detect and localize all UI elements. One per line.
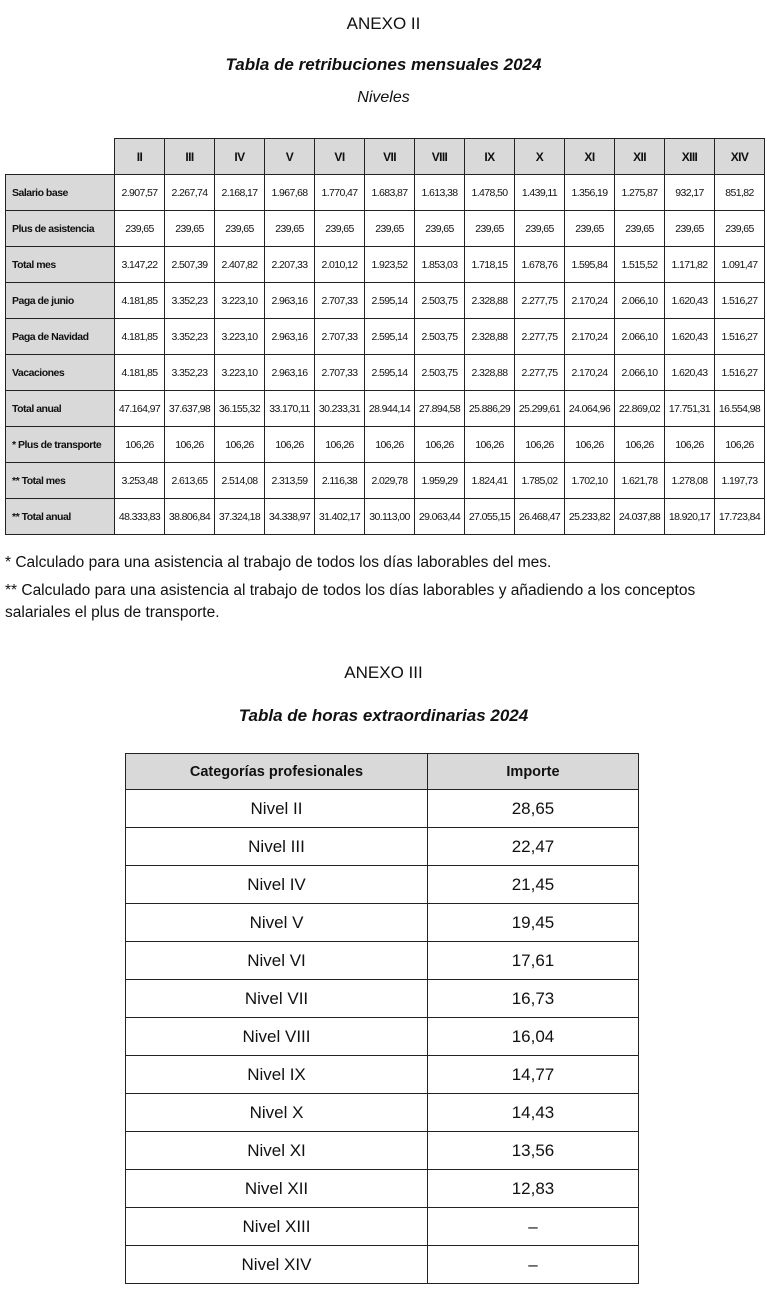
value-cell: 2.170,24 — [565, 319, 615, 355]
table-row — [126, 1056, 639, 1094]
level-header: IV — [215, 139, 265, 175]
value-cell: 1.439,11 — [515, 175, 565, 211]
value-cell: 2.277,75 — [515, 319, 565, 355]
amount-cell: 12,83 — [428, 1170, 639, 1208]
category-cell: Nivel VI — [126, 942, 428, 980]
category-cell: Nivel VII — [126, 980, 428, 1018]
value-cell: 2.277,75 — [515, 355, 565, 391]
category-cell: Nivel XIII — [126, 1208, 428, 1246]
annex2-heading: ANEXO II — [346, 14, 421, 33]
value-cell: 2.503,75 — [415, 283, 465, 319]
category-cell: Nivel XI — [126, 1132, 428, 1170]
value-cell: 27.894,58 — [415, 391, 465, 427]
value-cell: 2.963,16 — [265, 355, 315, 391]
value-cell: 18.920,17 — [665, 499, 715, 535]
value-cell: 3.223,10 — [215, 319, 265, 355]
value-cell: 2.066,10 — [615, 355, 665, 391]
value-cell: 25.233,82 — [565, 499, 615, 535]
table-row — [126, 828, 639, 866]
value-cell: 239,65 — [715, 211, 765, 247]
value-cell: 2.328,88 — [465, 355, 515, 391]
value-cell: 239,65 — [365, 211, 415, 247]
value-cell: 1.853,03 — [415, 247, 465, 283]
value-cell: 25.886,29 — [465, 391, 515, 427]
value-cell: 2.066,10 — [615, 283, 665, 319]
value-cell: 3.352,23 — [165, 355, 215, 391]
value-cell: 106,26 — [665, 427, 715, 463]
value-cell: 1.478,50 — [465, 175, 515, 211]
amount-cell: 17,61 — [428, 942, 639, 980]
category-cell: Nivel II — [126, 790, 428, 828]
value-cell: 1.516,27 — [715, 355, 765, 391]
value-cell: 239,65 — [265, 211, 315, 247]
value-cell: 38.806,84 — [165, 499, 215, 535]
amount-cell: 13,56 — [428, 1132, 639, 1170]
value-cell: 1.770,47 — [315, 175, 365, 211]
amount-cell: 16,04 — [428, 1018, 639, 1056]
value-cell: 4.181,85 — [115, 319, 165, 355]
value-cell: 1.356,19 — [565, 175, 615, 211]
value-cell: 27.055,15 — [465, 499, 515, 535]
value-cell: 2.514,08 — [215, 463, 265, 499]
amount-cell: 21,45 — [428, 866, 639, 904]
value-cell: 1.785,02 — [515, 463, 565, 499]
value-cell: 24.064,96 — [565, 391, 615, 427]
value-cell: 2.267,74 — [165, 175, 215, 211]
level-header: VIII — [415, 139, 465, 175]
value-cell: 37.324,18 — [215, 499, 265, 535]
value-cell: 2.207,33 — [265, 247, 315, 283]
value-cell: 28.944,14 — [365, 391, 415, 427]
value-cell: 2.707,33 — [315, 283, 365, 319]
table-row — [126, 1018, 639, 1056]
value-cell: 1.595,84 — [565, 247, 615, 283]
value-cell: 1.718,15 — [465, 247, 515, 283]
table-row — [6, 283, 765, 319]
value-cell: 17.751,31 — [665, 391, 715, 427]
column-header: Importe — [428, 754, 639, 790]
category-cell: Nivel III — [126, 828, 428, 866]
value-cell: 3.147,22 — [115, 247, 165, 283]
amount-cell: 28,65 — [428, 790, 639, 828]
category-cell: Nivel XII — [126, 1170, 428, 1208]
table-header-row — [126, 754, 639, 790]
table-row — [6, 499, 765, 535]
level-header: VI — [315, 139, 365, 175]
value-cell: 2.313,59 — [265, 463, 315, 499]
row-label: Paga de Navidad — [6, 319, 115, 355]
corner-cell — [6, 139, 115, 175]
value-cell: 36.155,32 — [215, 391, 265, 427]
value-cell: 239,65 — [415, 211, 465, 247]
category-cell: Nivel V — [126, 904, 428, 942]
value-cell: 1.516,27 — [715, 319, 765, 355]
value-cell: 239,65 — [665, 211, 715, 247]
value-cell: 2.277,75 — [515, 283, 565, 319]
value-cell: 1.923,52 — [365, 247, 415, 283]
row-label: Salario base — [6, 175, 115, 211]
table-row — [6, 463, 765, 499]
value-cell: 106,26 — [115, 427, 165, 463]
table-row — [126, 942, 639, 980]
value-cell: 16.554,98 — [715, 391, 765, 427]
annex3-heading: ANEXO III — [344, 663, 423, 682]
value-cell: 2.116,38 — [315, 463, 365, 499]
value-cell: 2.010,12 — [315, 247, 365, 283]
value-cell: 2.595,14 — [365, 319, 415, 355]
footnote-2: ** Calculado para una asistencia al trabajo de todos los días laborables y añadiendo a los conceptos salariales el plus de transporte. — [5, 582, 696, 621]
value-cell: 3.253,48 — [115, 463, 165, 499]
value-cell: 106,26 — [465, 427, 515, 463]
table-row — [126, 1094, 639, 1132]
value-cell: 1.171,82 — [665, 247, 715, 283]
table-row — [6, 427, 765, 463]
value-cell: 106,26 — [715, 427, 765, 463]
value-cell: 31.402,17 — [315, 499, 365, 535]
value-cell: 106,26 — [415, 427, 465, 463]
value-cell: 2.507,39 — [165, 247, 215, 283]
row-label: Paga de junio — [6, 283, 115, 319]
value-cell: 1.702,10 — [565, 463, 615, 499]
value-cell: 239,65 — [115, 211, 165, 247]
table-row — [126, 790, 639, 828]
value-cell: 1.620,43 — [665, 319, 715, 355]
table-row — [126, 904, 639, 942]
value-cell: 1.091,47 — [715, 247, 765, 283]
value-cell: 2.407,82 — [215, 247, 265, 283]
value-cell: 932,17 — [665, 175, 715, 211]
category-cell: Nivel IV — [126, 866, 428, 904]
category-cell: Nivel X — [126, 1094, 428, 1132]
table-row — [126, 1246, 639, 1284]
value-cell: 239,65 — [465, 211, 515, 247]
value-cell: 1.613,38 — [415, 175, 465, 211]
level-header: XI — [565, 139, 615, 175]
value-cell: 106,26 — [615, 427, 665, 463]
table-row — [126, 866, 639, 904]
value-cell: 2.963,16 — [265, 319, 315, 355]
value-cell: 1.515,52 — [615, 247, 665, 283]
value-cell: 2.707,33 — [315, 319, 365, 355]
value-cell: 239,65 — [515, 211, 565, 247]
table-row — [126, 980, 639, 1018]
table-row — [126, 1208, 639, 1246]
amount-cell: 16,73 — [428, 980, 639, 1018]
value-cell: 29.063,44 — [415, 499, 465, 535]
value-cell: 106,26 — [365, 427, 415, 463]
row-label: Vacaciones — [6, 355, 115, 391]
row-label: Plus de asistencia — [6, 211, 115, 247]
annex2-title: Tabla de retribuciones mensuales 2024 — [225, 55, 542, 74]
level-header: X — [515, 139, 565, 175]
value-cell: 1.278,08 — [665, 463, 715, 499]
value-cell: 3.223,10 — [215, 355, 265, 391]
level-header: II — [115, 139, 165, 175]
value-cell: 2.168,17 — [215, 175, 265, 211]
value-cell: 239,65 — [215, 211, 265, 247]
row-label: * Plus de transporte — [6, 427, 115, 463]
value-cell: 30.113,00 — [365, 499, 415, 535]
value-cell: 3.352,23 — [165, 283, 215, 319]
value-cell: 239,65 — [315, 211, 365, 247]
annex2-subtitle: Niveles — [357, 89, 410, 106]
amount-cell: – — [428, 1246, 639, 1284]
value-cell: 30.233,31 — [315, 391, 365, 427]
value-cell: 33.170,11 — [265, 391, 315, 427]
value-cell: 26.468,47 — [515, 499, 565, 535]
value-cell: 2.328,88 — [465, 283, 515, 319]
level-header: XII — [615, 139, 665, 175]
value-cell: 239,65 — [615, 211, 665, 247]
value-cell: 2.029,78 — [365, 463, 415, 499]
value-cell: 1.620,43 — [665, 283, 715, 319]
table-row — [126, 1170, 639, 1208]
amount-cell: – — [428, 1208, 639, 1246]
category-cell: Nivel XIV — [126, 1246, 428, 1284]
value-cell: 1.959,29 — [415, 463, 465, 499]
row-label: Total anual — [6, 391, 115, 427]
value-cell: 3.352,23 — [165, 319, 215, 355]
value-cell: 37.637,98 — [165, 391, 215, 427]
value-cell: 22.869,02 — [615, 391, 665, 427]
category-cell: Nivel IX — [126, 1056, 428, 1094]
value-cell: 2.503,75 — [415, 319, 465, 355]
overtime-table — [125, 753, 639, 1284]
amount-cell: 19,45 — [428, 904, 639, 942]
value-cell: 106,26 — [315, 427, 365, 463]
footnote-1: * Calculado para una asistencia al trabajo de todos los días laborables del mes. — [5, 554, 552, 571]
table-row — [126, 1132, 639, 1170]
value-cell: 1.620,43 — [665, 355, 715, 391]
level-header: VII — [365, 139, 415, 175]
value-cell: 2.595,14 — [365, 355, 415, 391]
level-header: XIII — [665, 139, 715, 175]
amount-cell: 14,77 — [428, 1056, 639, 1094]
level-header: XIV — [715, 139, 765, 175]
value-cell: 47.164,97 — [115, 391, 165, 427]
value-cell: 239,65 — [165, 211, 215, 247]
value-cell: 106,26 — [265, 427, 315, 463]
amount-cell: 14,43 — [428, 1094, 639, 1132]
value-cell: 1.516,27 — [715, 283, 765, 319]
value-cell: 2.963,16 — [265, 283, 315, 319]
level-header: IX — [465, 139, 515, 175]
value-cell: 851,82 — [715, 175, 765, 211]
level-header: III — [165, 139, 215, 175]
value-cell: 1.621,78 — [615, 463, 665, 499]
table-header-row — [6, 139, 765, 175]
value-cell: 1.683,87 — [365, 175, 415, 211]
table-row — [6, 247, 765, 283]
level-header: V — [265, 139, 315, 175]
value-cell: 1.967,68 — [265, 175, 315, 211]
table-row — [6, 355, 765, 391]
value-cell: 48.333,83 — [115, 499, 165, 535]
value-cell: 239,65 — [565, 211, 615, 247]
salary-table — [5, 138, 765, 535]
value-cell: 1.275,87 — [615, 175, 665, 211]
row-label: ** Total mes — [6, 463, 115, 499]
row-label: Total mes — [6, 247, 115, 283]
value-cell: 2.595,14 — [365, 283, 415, 319]
value-cell: 2.170,24 — [565, 283, 615, 319]
column-header: Categorías profesionales — [126, 754, 428, 790]
amount-cell: 22,47 — [428, 828, 639, 866]
value-cell: 1.824,41 — [465, 463, 515, 499]
table-row — [6, 211, 765, 247]
value-cell: 1.197,73 — [715, 463, 765, 499]
value-cell: 25.299,61 — [515, 391, 565, 427]
table-row — [6, 319, 765, 355]
row-label: ** Total anual — [6, 499, 115, 535]
table-row — [6, 175, 765, 211]
category-cell: Nivel VIII — [126, 1018, 428, 1056]
value-cell: 2.907,57 — [115, 175, 165, 211]
value-cell: 2.328,88 — [465, 319, 515, 355]
value-cell: 2.066,10 — [615, 319, 665, 355]
annex3-title: Tabla de horas extraordinarias 2024 — [238, 706, 529, 725]
value-cell: 106,26 — [215, 427, 265, 463]
value-cell: 34.338,97 — [265, 499, 315, 535]
value-cell: 2.613,65 — [165, 463, 215, 499]
table-row — [6, 391, 765, 427]
value-cell: 2.170,24 — [565, 355, 615, 391]
value-cell: 106,26 — [165, 427, 215, 463]
value-cell: 3.223,10 — [215, 283, 265, 319]
value-cell: 4.181,85 — [115, 355, 165, 391]
value-cell: 4.181,85 — [115, 283, 165, 319]
value-cell: 106,26 — [515, 427, 565, 463]
value-cell: 1.678,76 — [515, 247, 565, 283]
value-cell: 2.503,75 — [415, 355, 465, 391]
value-cell: 17.723,84 — [715, 499, 765, 535]
value-cell: 106,26 — [565, 427, 615, 463]
value-cell: 24.037,88 — [615, 499, 665, 535]
value-cell: 2.707,33 — [315, 355, 365, 391]
